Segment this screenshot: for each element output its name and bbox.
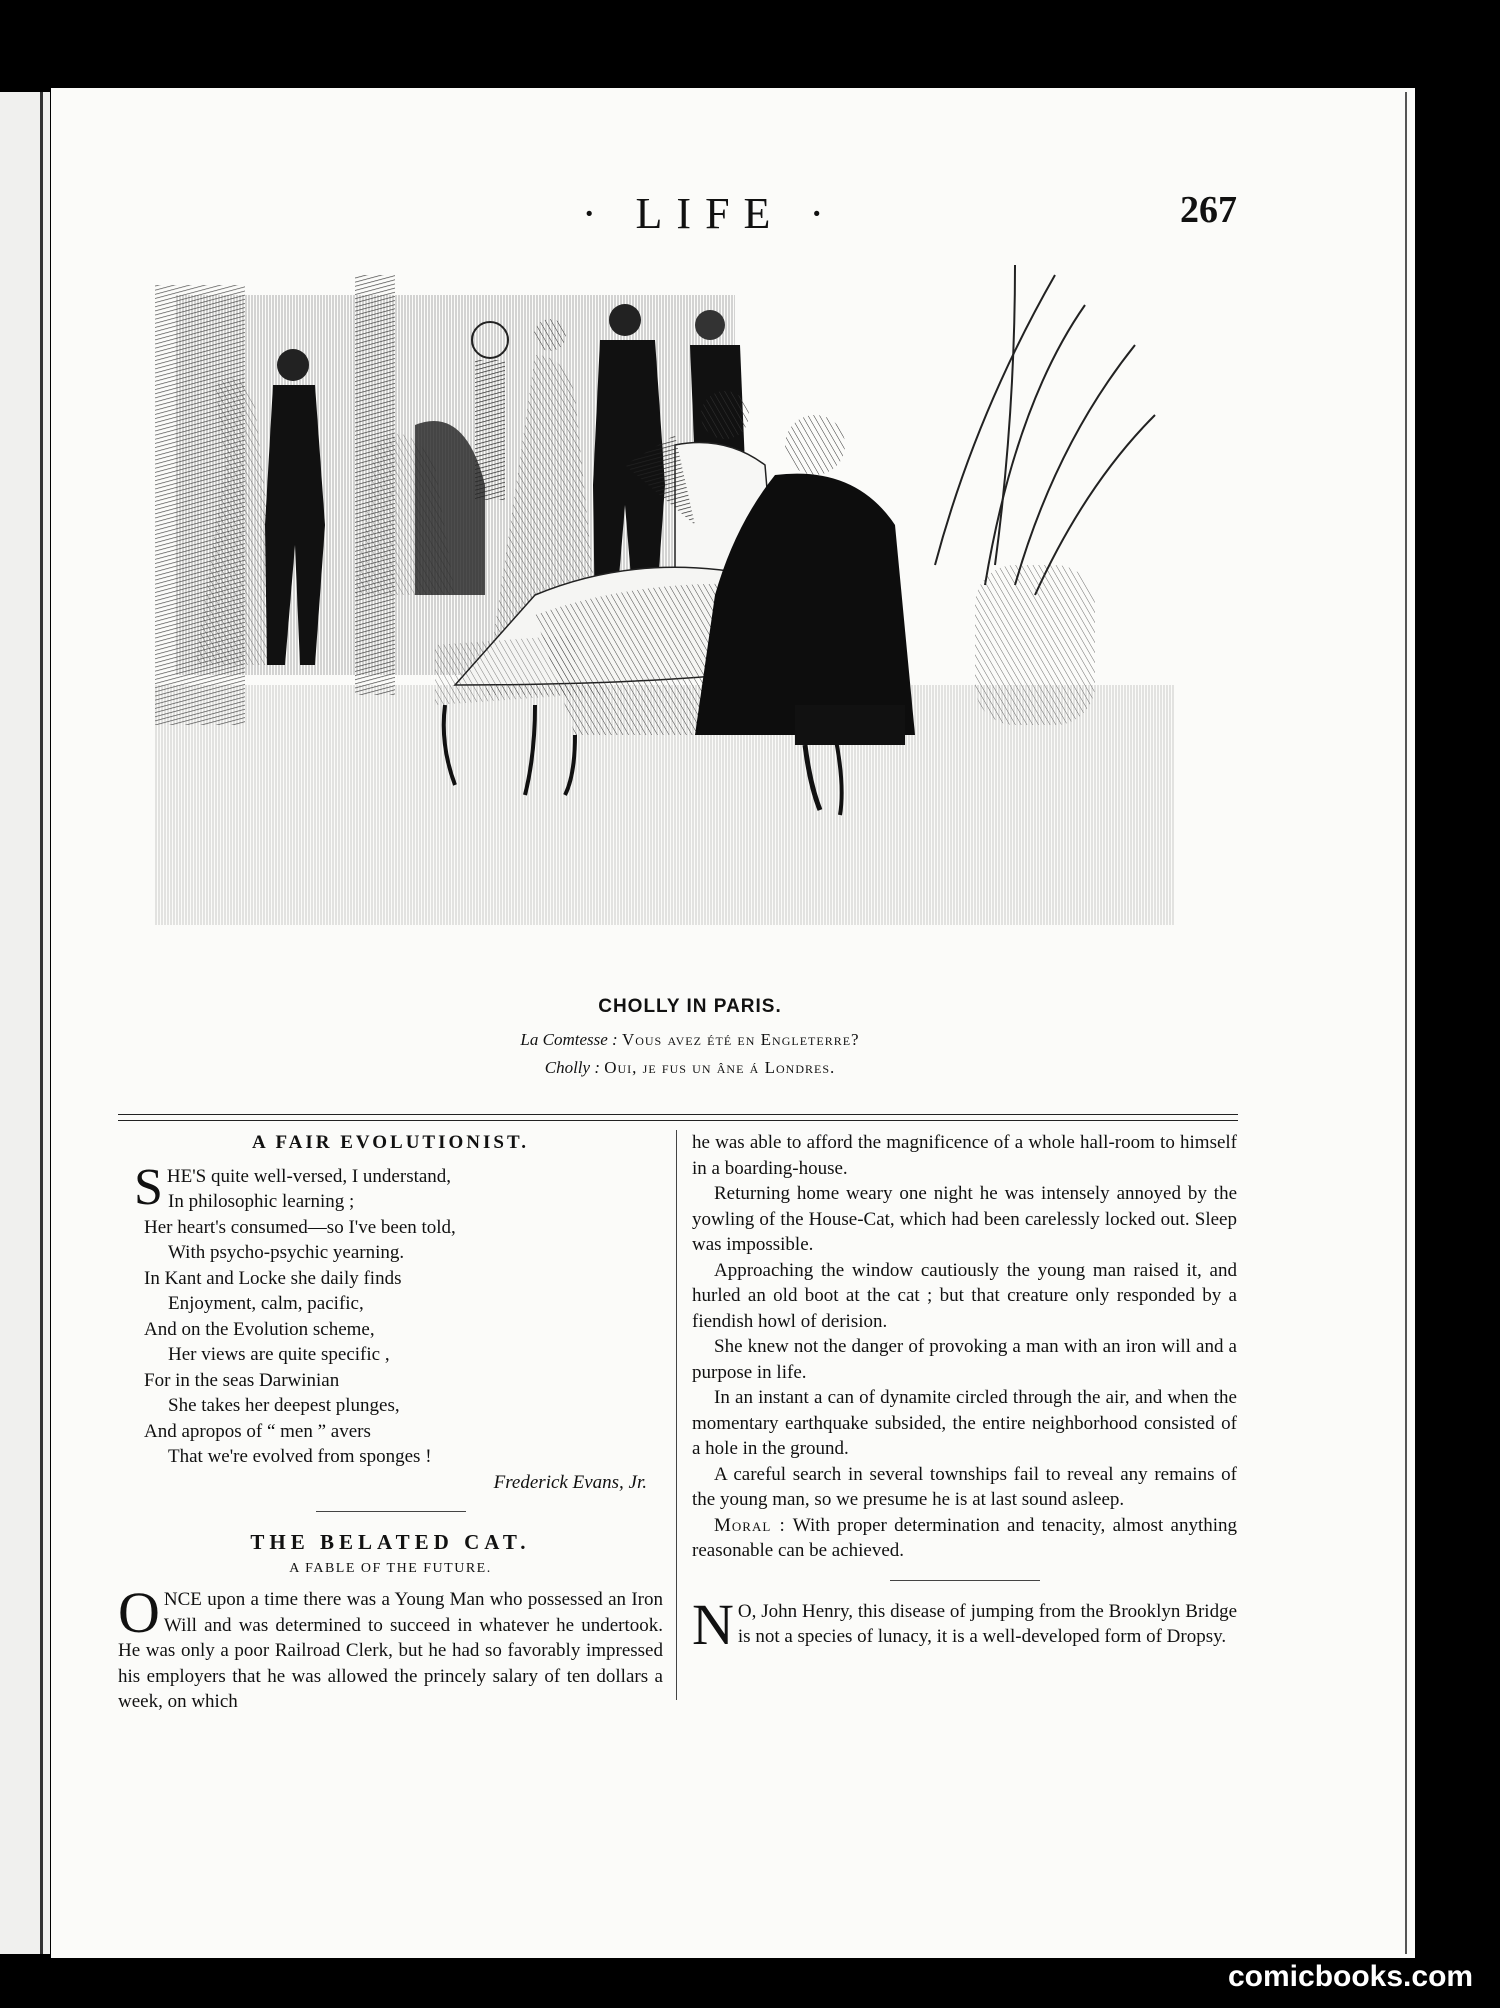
left-column (118, 1130, 663, 1715)
fable-subtitle: A FABLE OF THE FUTURE. (289, 1560, 492, 1576)
poem-dropcap: S (134, 1158, 163, 1216)
right-column (692, 1130, 1237, 1657)
masthead-title: · LIFE · (581, 189, 839, 238)
poem-line: Her views are quite specific , (168, 1344, 390, 1365)
fable-dropcap: O (118, 1580, 160, 1645)
fable-title: THE BELATED CAT. (250, 1530, 531, 1554)
site-watermark: comicbooks.com (1228, 1960, 1474, 1993)
short-divider (890, 1580, 1040, 1581)
fable-paragraph: She knew not the danger of provoking a man with an iron will and a purpose in life. (692, 1336, 1237, 1383)
poem-line: With psycho-psychic yearning. (168, 1242, 405, 1263)
poem-line: In Kant and Locke she daily finds (144, 1267, 402, 1289)
note-paragraph (692, 1591, 1237, 1657)
poem-body (118, 1158, 663, 1470)
page-number: 267 (1180, 189, 1237, 231)
poem-line: Enjoyment, calm, pacific, (168, 1293, 364, 1314)
fable-paragraph: Returning home weary one night he was intensely annoyed by the yowling of the House-Cat, which had been carelessly locked out. Sleep was impossible. (692, 1183, 1237, 1255)
fable-paragraph: In an instant a can of dynamite circled through the air, and when the momentary earthquake subsided, the entire neighborhood consisted of a hole in the ground. (692, 1387, 1237, 1459)
poem-author: Frederick Evans, Jr. (493, 1471, 647, 1493)
page-edge-line (1405, 92, 1407, 1954)
poem-line: In philosophic learning ; (168, 1191, 355, 1212)
short-divider (316, 1511, 466, 1512)
caption-text-cholly: Oui, je fus un âne á Londres. (604, 1058, 836, 1077)
caption-dialogue-line-1 (400, 1030, 980, 1050)
engraving-drawing-room-scene-icon (155, 265, 1175, 965)
section-double-rule (118, 1114, 1238, 1121)
fable-paragraph: A careful search in several townships fail to reveal any remains of the young man, so we presume he is at last sound asleep. (692, 1463, 1237, 1510)
poem-line: And on the Evolution scheme, (144, 1318, 375, 1340)
poem-line: She takes her deepest plunges, (168, 1395, 400, 1416)
column-separator (676, 1130, 677, 1700)
fable-paragraph-continued: he was able to afford the magnificence of a whole hall-room to himself in a boarding-house. (692, 1132, 1237, 1179)
poem-line: HE'S quite well-versed, I understand, (166, 1165, 452, 1187)
poem-line: That we're evolved from sponges ! (168, 1446, 432, 1467)
note-dropcap: N (692, 1591, 734, 1657)
caption-speaker-comtesse: La Comtesse : (520, 1030, 618, 1049)
note-text: O, John Henry, this disease of jumping from the Brooklyn Bridge is not a species of lunacy, it is a well-developed form of Dropsy. (737, 1600, 1237, 1647)
poem-line: Her heart's consumed—so I've been told, (144, 1216, 456, 1238)
poem-line: For in the seas Darwinian (144, 1369, 340, 1391)
caption-dialogue-line-2 (400, 1058, 980, 1078)
moral-label: Moral : (714, 1514, 786, 1536)
poem-title: A FAIR EVOLUTIONIST. (252, 1132, 529, 1153)
caption-text-comtesse: Vous avez été en Engleterre? (621, 1030, 860, 1049)
fable-paragraph-1-text: NCE upon a time there was a Young Man who possessed an Iron Will and was determined to succeed in whatever he undertook. He was only a poor Railroad Clerk, but he had so favorably impressed his employers that he was allowed the princely salary of ten dollars a week, on which (118, 1589, 663, 1712)
illustration-caption-title: CHOLLY IN PARIS. (598, 996, 782, 1017)
poem-line: And apropos of “ men ” avers (144, 1420, 371, 1442)
fable-paragraph: Approaching the window cautiously the young man raised it, and hurled an old boot at the cat ; but that creature only responded by a fiendish howl of derision. (692, 1259, 1237, 1332)
binding-line (40, 92, 43, 1954)
caption-speaker-cholly: Cholly : (544, 1058, 600, 1077)
fable-moral (692, 1513, 1237, 1564)
fable-paragraph-1 (118, 1580, 663, 1715)
moral-text: With proper determination and tenacity, almost anything reasonable can be achieved. (692, 1514, 1237, 1561)
